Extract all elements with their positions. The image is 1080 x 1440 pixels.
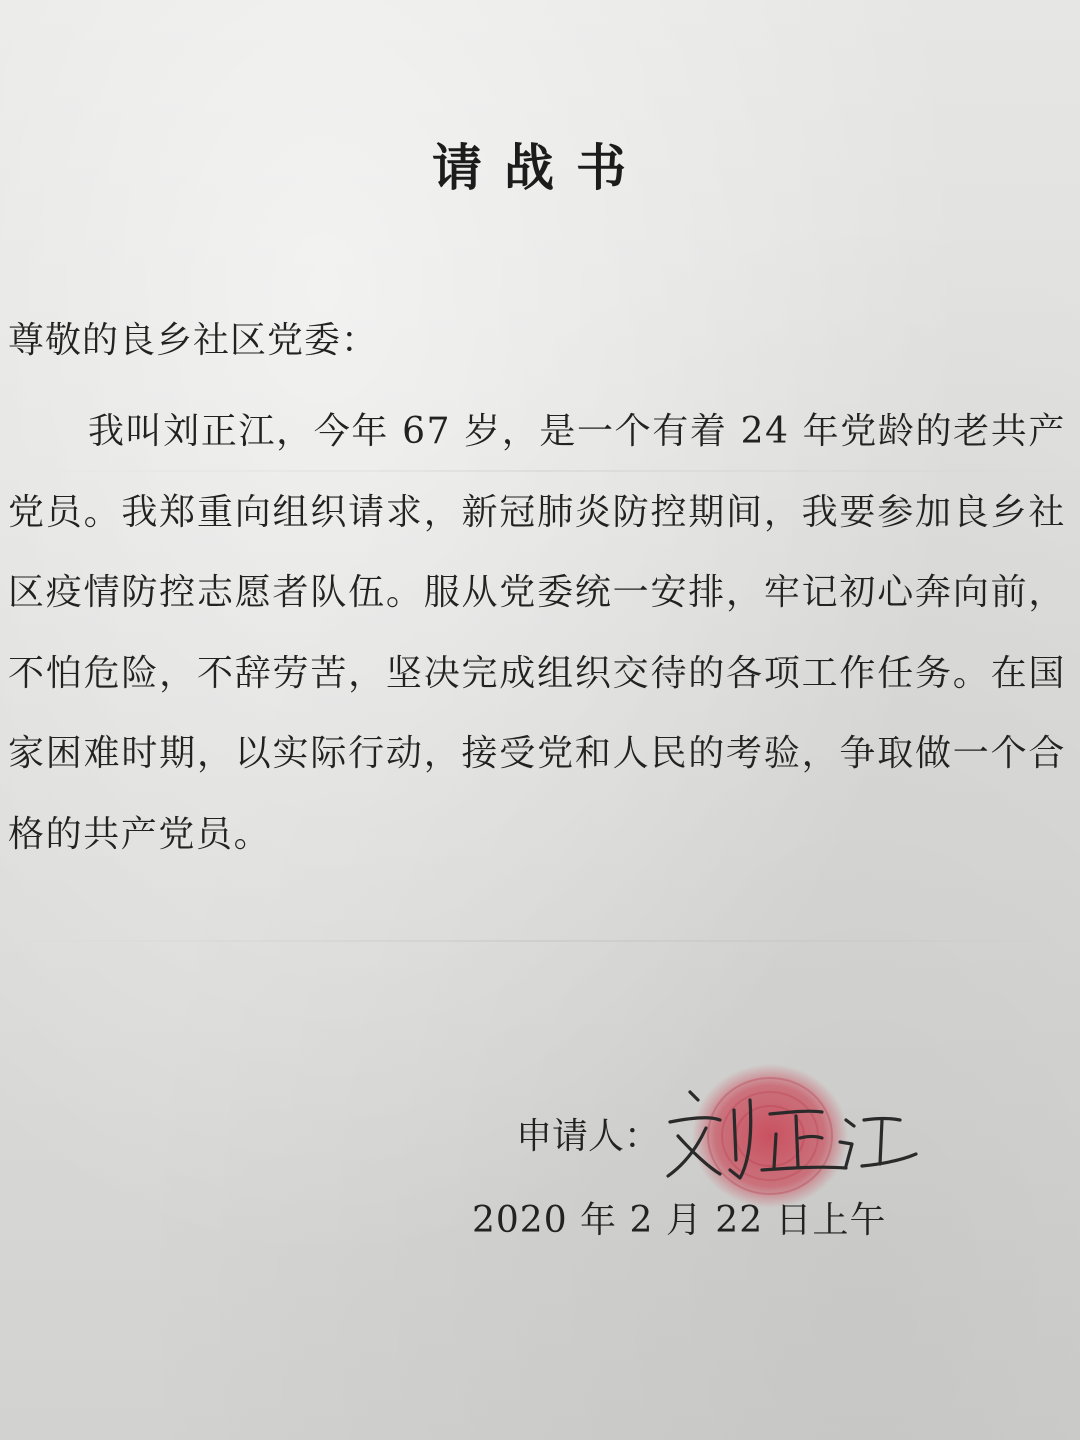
applicant-label: 申请人： bbox=[516, 1116, 661, 1157]
letter-body: 我叫刘正江，今年 67 岁，是一个有着 24 年党龄的老共产党员。我郑重向组织请求，新冠肺炎防控期间，我要参加良乡社区疫情防控志愿者队伍。服从党委统一安排，牢记初心奔向前，不怕危险，不辞劳苦，坚决完成组织交待的各项工作任务。在国家困难时期，以实际行动，接受党和人民的考验，争取做一个合格的共产党员。 bbox=[8, 411, 1067, 855]
handwritten-signature bbox=[650, 1070, 920, 1190]
letter-salutation: 尊敬的良乡社区党委： bbox=[8, 320, 379, 361]
paper-crease bbox=[0, 940, 1080, 942]
letter-date: 2020 年 2 月 22 日上午 bbox=[472, 1200, 887, 1241]
letter-title: 请战书 bbox=[432, 139, 648, 197]
